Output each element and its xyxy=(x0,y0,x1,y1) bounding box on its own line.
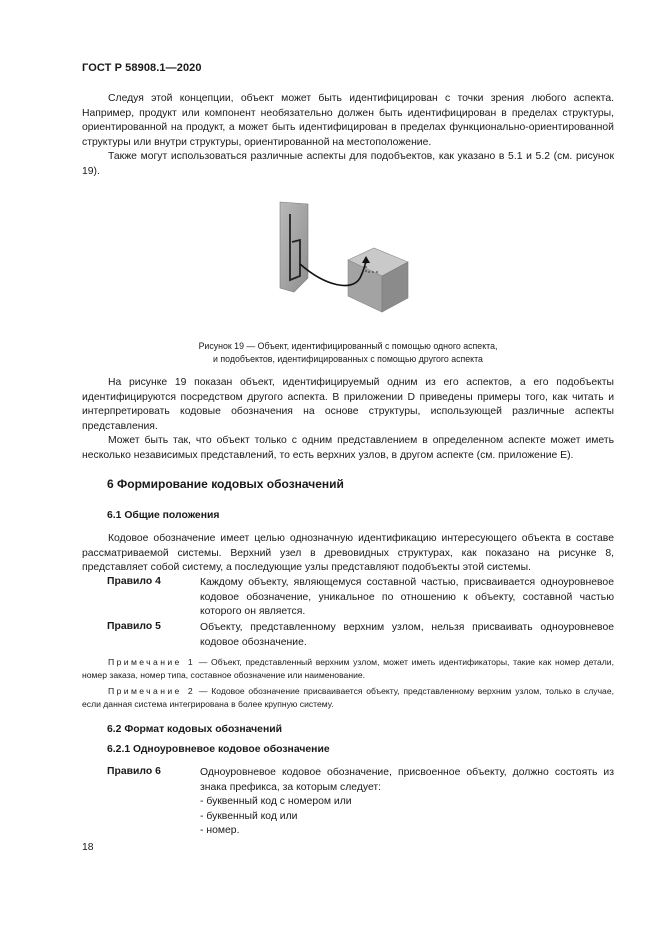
after-figure-paragraph-2: Может быть так, что объект только с одним представлением в определенном аспекте может иметь несколько независимых представлений, то есть верхних узлов, в другом аспекте (см. приложение Е). xyxy=(82,435,614,461)
rule-6-label: Правило 6 xyxy=(107,766,161,777)
rule-6-list xyxy=(200,795,614,839)
note-2-label: Примечание 2 xyxy=(108,686,196,696)
rule-4-label: Правило 4 xyxy=(107,576,161,587)
rule-6-list-item: - номер. xyxy=(200,825,240,836)
note-1 xyxy=(82,656,614,681)
figure-19-illustration xyxy=(270,200,430,315)
rule-6-list-item: - буквенный код или xyxy=(200,810,298,822)
rule-6-list-item: - буквенный код с номером или xyxy=(200,796,352,807)
intro-paragraph-1: Следуя этой концепции, объект может быть идентифицирован с точки зрения любого аспекта. Например, продукт или компонент необязательно должен быть идентифицирован в пределах структуры, ориентированной на продукт, а может быть идентифицирован в пределах функционально-ориентированной структуры или внутри структуры, ориентированной на местоположение. xyxy=(82,93,614,148)
note-2 xyxy=(82,685,614,710)
figure-caption-line-2: и подобъектов, идентифицированных с помощью другого аспекта xyxy=(213,354,483,364)
rule-5-label: Правило 5 xyxy=(107,621,161,632)
note-1-label: Примечание 1 xyxy=(108,657,196,667)
section-6-2-heading: 6.2 Формат кодовых обозначений xyxy=(107,724,283,735)
figure-caption-line-1: Рисунок 19 — Объект, идентифицированный с помощью одного аспекта, xyxy=(198,341,498,351)
note-2-text: — Кодовое обозначение присваивается объекту, представленному верхним узлом, только в случае, если данная система интегрирована в более крупную систему. xyxy=(82,686,614,709)
rule-5-text: Объекту, представленному верхним узлом, нельзя присваивать одноуровневое кодовое обозначение. xyxy=(200,622,614,648)
section-6-2-1-heading: 6.2.1 Одноуровневое кодовое обозначение xyxy=(107,744,330,755)
rule-6-block xyxy=(200,766,614,839)
after-figure-paragraph-1: На рисунке 19 показан объект, идентифицируемый одним из его аспектов, а его подобъекты идентифицируются посредством другого аспекта. В приложении D приведены примеры того, как читать и интерпретировать кодовые обозначения на основе структуры, использующей различные аспекты представления. xyxy=(82,377,614,432)
page-number: 18 xyxy=(82,842,94,853)
note-1-text: — Объект, представленный верхним узлом, может иметь идентификаторы, такие как номер детали, номер заказа, номер типа, составное обозначение или наименование. xyxy=(82,657,614,680)
rule-4-text: Каждому объекту, являющемуся составной частью, присваивается одноуровневое кодовое обозначение, уникальное по отношению к объекту, составной частью которого он является. xyxy=(200,577,614,617)
document-header: ГОСТ Р 58908.1—2020 xyxy=(82,62,202,74)
section-6-1-paragraph: Кодовое обозначение имеет целью однозначную идентификацию интересующего объекта в составе рассматриваемой системы. Верхний узел в древовидных структурах, как показано на рисунке 8, представляет собой систему, а последующие узлы представляют подобъекты этой системы. xyxy=(82,533,614,573)
rule-6-text: Одноуровневое кодовое обозначение, присвоенное объекту, должно состоять из знака префикса, за которым следует: xyxy=(200,767,614,793)
section-6-1-heading: 6.1 Общие положения xyxy=(107,510,220,521)
intro-paragraph-2: Также могут использоваться различные аспекты для подобъектов, как указано в 5.1 и 5.2 (см. рисунок 19). xyxy=(82,151,614,177)
section-6-heading: 6 Формирование кодовых обозначений xyxy=(107,477,344,491)
figure-caption xyxy=(82,340,614,366)
